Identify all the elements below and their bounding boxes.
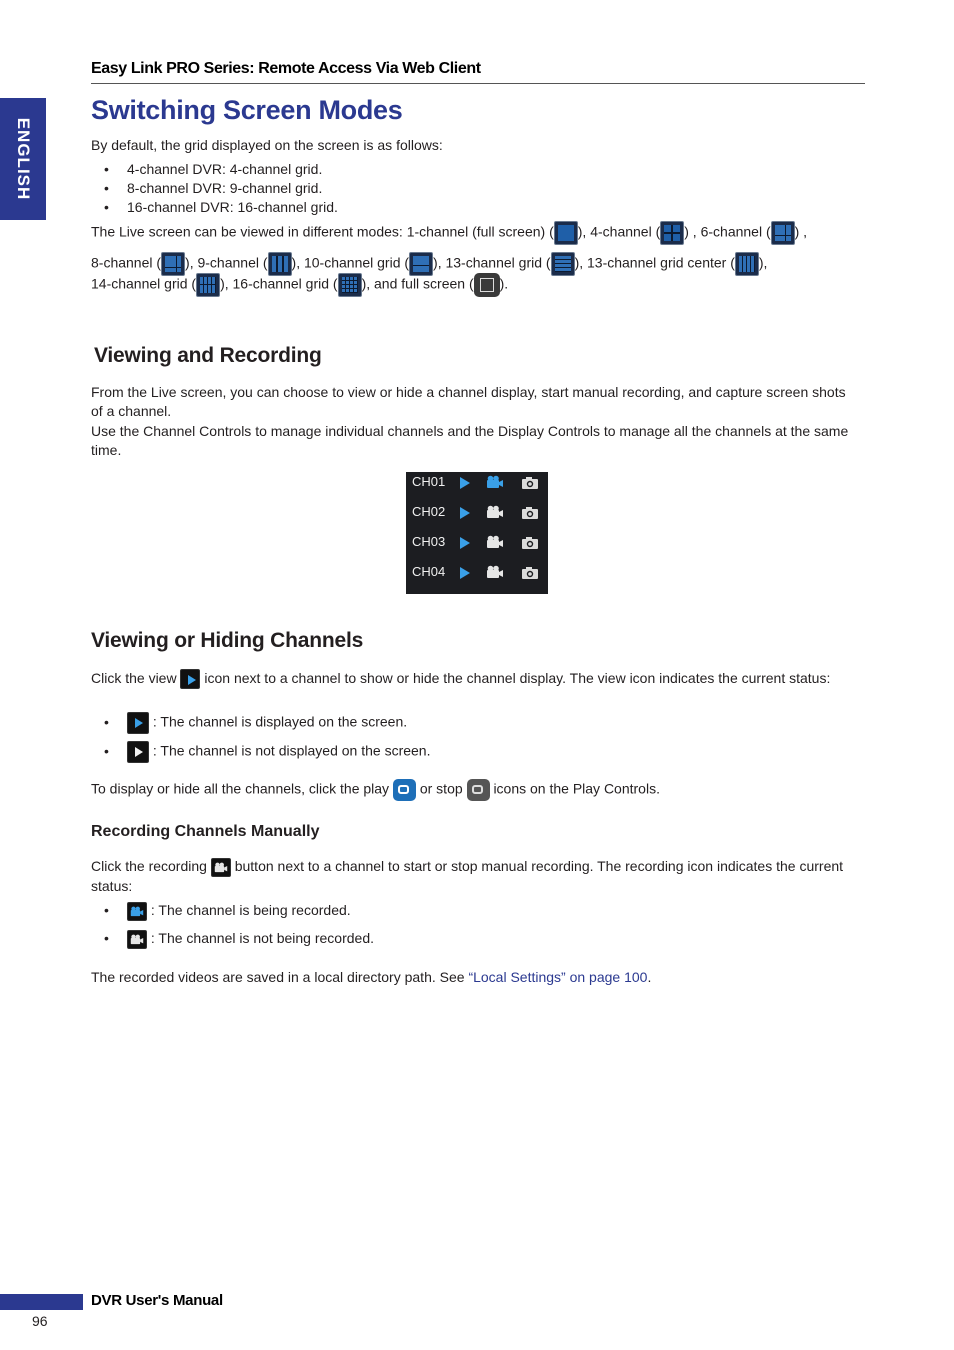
list-item: • : The channel is not displayed on the screen. [104, 741, 430, 763]
modes-line-1: The Live screen can be viewed in different modes: 1-channel (full screen) ( ), 4-channel ( ) , 6-channel ( ) , [91, 221, 871, 245]
channel-row [406, 532, 548, 562]
view-icon[interactable] [460, 477, 470, 489]
channel-controls-panel [406, 472, 548, 594]
list-item: • : The channel is displayed on the screen. [104, 712, 407, 734]
play-controls-para: To display or hide all the channels, click the play or stop icons on the Play Controls. [91, 779, 851, 801]
recording-on-icon [127, 902, 147, 921]
language-tab [0, 98, 46, 220]
footer-bar [0, 1294, 83, 1310]
view-icon[interactable] [460, 567, 470, 579]
language-tab-label: ENGLISH [14, 117, 33, 201]
four-channel-icon[interactable] [660, 221, 684, 245]
page-number: 96 [32, 1313, 48, 1329]
record-icon[interactable] [486, 505, 504, 519]
saved-path-para: The recorded videos are saved in a local directory path. See “Local Settings” on page 100. [91, 969, 652, 985]
snapshot-icon[interactable] [521, 506, 539, 520]
list-item: • : The channel is not being recorded. [104, 929, 374, 949]
section-title-viewing-recording: Viewing and Recording [94, 344, 322, 367]
view-icon[interactable] [460, 537, 470, 549]
record-icon [211, 858, 231, 877]
record-button-para: Click the recording button next to a channel to start or stop manual recording. The recording icon indicates the current status: [91, 858, 844, 894]
channel-label: CH01 [412, 474, 446, 489]
intro-text: By default, the grid displayed on the screen is as follows: [91, 137, 443, 153]
view-icon-para: Click the view icon next to a channel to show or hide the channel display. The view icon indicates the current status: [91, 669, 836, 689]
view-on-icon [127, 712, 149, 734]
channel-row [406, 472, 548, 502]
list-item: • 16-channel DVR: 16-channel grid. [104, 199, 338, 215]
full-screen-icon[interactable] [474, 273, 500, 297]
header-rule [91, 83, 865, 84]
channel-label: CH02 [412, 504, 446, 519]
section-title-viewing-hiding: Viewing or Hiding Channels [91, 629, 364, 652]
section-title-recording-manually: Recording Channels Manually [91, 823, 320, 840]
channel-label: CH04 [412, 564, 446, 579]
local-settings-link[interactable]: “Local Settings” on page 100 [468, 969, 648, 985]
six-channel-icon[interactable] [771, 221, 795, 245]
stop-all-icon [467, 779, 490, 801]
running-header: Easy Link PRO Series: Remote Access Via Web Client [91, 60, 481, 77]
sixteen-channel-grid-icon[interactable] [338, 273, 362, 297]
list-item: • 4-channel DVR: 4-channel grid. [104, 161, 323, 177]
record-icon[interactable] [486, 475, 504, 489]
channel-row [406, 502, 548, 532]
modes-line-2: 8-channel ( ), 9-channel ( ), 10-channel grid ( ), 13-channel grid ( ), 13-channel grid center ( ), [91, 252, 871, 276]
footer-title: DVR User's Manual [91, 1292, 223, 1309]
viewing-para-2: Use the Channel Controls to manage individual channels and the Display Controls to manage all the channels at the same time. [91, 423, 849, 458]
section-title-switching: Switching Screen Modes [91, 95, 403, 125]
channel-row [406, 562, 548, 592]
channel-label: CH03 [412, 534, 446, 549]
view-off-icon [127, 741, 149, 763]
record-icon[interactable] [486, 535, 504, 549]
snapshot-icon[interactable] [521, 566, 539, 580]
modes-line-3: 14-channel grid ( ), 16-channel grid ( ), and full screen ( ). [91, 273, 871, 297]
fourteen-channel-grid-icon[interactable] [196, 273, 220, 297]
viewing-para-1: From the Live screen, you can choose to view or hide a channel display, start manual recording, and capture screen shots of a channel. [91, 384, 846, 419]
snapshot-icon[interactable] [521, 476, 539, 490]
view-icon [180, 669, 200, 689]
play-all-icon [393, 779, 416, 801]
recording-off-icon [127, 930, 147, 949]
snapshot-icon[interactable] [521, 536, 539, 550]
list-item: • : The channel is being recorded. [104, 901, 351, 921]
list-item: • 8-channel DVR: 9-channel grid. [104, 180, 323, 196]
one-channel-icon[interactable] [554, 221, 578, 245]
record-icon[interactable] [486, 565, 504, 579]
view-icon[interactable] [460, 507, 470, 519]
